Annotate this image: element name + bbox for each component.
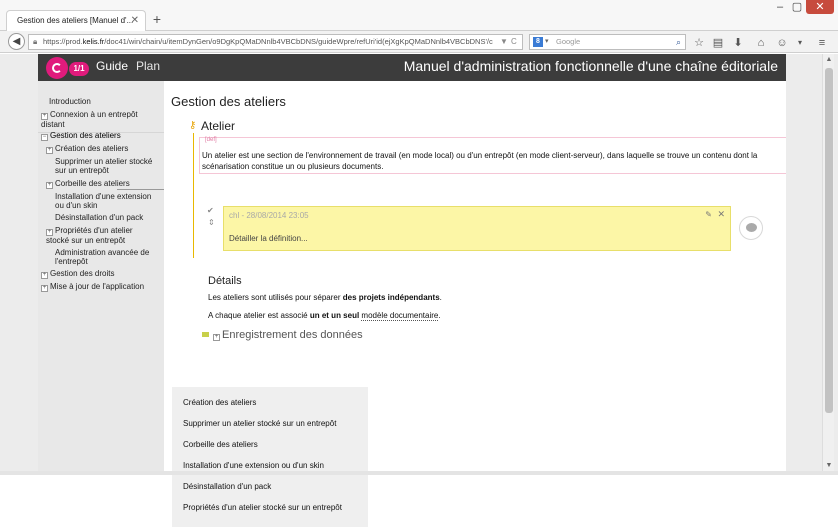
close-icon[interactable]: ✕: [717, 209, 725, 219]
toc-item[interactable]: Corbeille des ateliers: [183, 440, 258, 449]
scroll-down-icon[interactable]: ▼: [825, 462, 833, 469]
pin-icon[interactable]: ⇕: [208, 218, 215, 227]
page-scrollbar[interactable]: [822, 54, 834, 471]
browser-tab-title: Gestion des ateliers [Manuel d'...: [17, 16, 134, 25]
section-title: Enregistrement des données: [222, 329, 363, 341]
details-text: .: [438, 311, 441, 320]
app-header: [38, 54, 786, 81]
comment-icon: [746, 223, 757, 232]
definition-tag: [def]: [205, 137, 217, 143]
browser-tab[interactable]: [6, 10, 146, 31]
sidebar-item-desinstallation[interactable]: [55, 213, 143, 222]
details-bold: un et un seul: [309, 311, 360, 320]
reload-icon[interactable]: C: [511, 37, 517, 46]
menu-icon[interactable]: ≡: [818, 37, 826, 49]
concept-title: Atelier: [201, 119, 236, 133]
url-dropdown-icon[interactable]: ▼: [500, 37, 508, 46]
sidebar: [38, 81, 164, 475]
sidebar-item-label: Mise à jour de l'application: [50, 282, 145, 291]
tab-close-icon[interactable]: ✕: [130, 15, 139, 26]
url-bar[interactable]: [28, 34, 523, 50]
sidebar-item-gestion-droits[interactable]: [41, 269, 114, 279]
modele-documentaire-link[interactable]: modèle documentaire: [361, 311, 439, 320]
sidebar-item-label: Création des ateliers: [55, 144, 129, 153]
section-enregistrement[interactable]: [202, 329, 363, 341]
collapse-icon[interactable]: −: [42, 134, 47, 140]
details-line-2: [208, 311, 441, 320]
sidebar-item-creation-ateliers[interactable]: [46, 144, 128, 154]
toc-item[interactable]: Supprimer un atelier stocké sur un entrepôt: [183, 419, 337, 428]
app-logo[interactable]: [46, 57, 68, 79]
expand-icon[interactable]: +: [42, 113, 47, 119]
note-text: Détailler la définition...: [229, 234, 308, 243]
logo-mark-icon: [52, 63, 62, 73]
back-button[interactable]: [8, 33, 25, 50]
main-content: [164, 81, 786, 512]
details-text: A chaque atelier est associé: [208, 311, 310, 320]
window-bottom-edge: [0, 471, 838, 475]
search-field[interactable]: [529, 34, 686, 50]
toc-item[interactable]: Création des ateliers: [183, 398, 257, 407]
sidebar-item-label: Installation d'une extension ou d'un skin: [55, 192, 152, 210]
sidebar-item-label: Supprimer un atelier stocké sur un entrepôt: [55, 157, 153, 175]
sidebar-item-connexion[interactable]: [41, 110, 151, 129]
check-icon[interactable]: ✔: [207, 206, 214, 215]
sub-toc: [172, 387, 368, 527]
definition-text: Un atelier est une section de l'environnement de travail (en mode local) ou d'un entrepôt (en mode client-serveur), dans laquelle se trouve un contenu dont la scénarisation constitue un ou plusieurs documents.: [202, 151, 758, 171]
details-line-1: [208, 293, 442, 302]
sidebar-item-introduction[interactable]: [49, 97, 91, 106]
window-close-button[interactable]: ✕: [806, 0, 834, 14]
page-viewport: [0, 54, 838, 512]
home-icon[interactable]: ⌂: [757, 37, 765, 49]
tab-guide[interactable]: Guide: [96, 59, 129, 73]
note-meta: chl - 28/08/2014 23:05: [229, 211, 309, 220]
url-prefix: https://prod.: [43, 37, 83, 46]
sidebar-item-label: Gestion des ateliers: [50, 131, 121, 140]
sidebar-item-gestion-ateliers[interactable]: [41, 131, 121, 141]
key-icon: ⚷: [189, 120, 197, 131]
bookmarks-icon[interactable]: ▤: [712, 37, 724, 49]
sidebar-item-administration-avancee[interactable]: [55, 248, 161, 266]
addon-dropdown-icon[interactable]: ▾: [797, 38, 802, 47]
expand-icon[interactable]: +: [42, 285, 47, 291]
scroll-thumb[interactable]: [825, 68, 833, 413]
sidebar-item-label: Gestion des droits: [50, 269, 115, 278]
sidebar-item-label: Administration avancée de l'entrepôt: [55, 248, 150, 266]
search-engine-dropdown-icon[interactable]: ▾: [545, 38, 549, 45]
comment-button[interactable]: [739, 216, 763, 240]
tab-plan[interactable]: Plan: [136, 59, 161, 73]
window-maximize-button[interactable]: ▢: [791, 1, 803, 13]
sidebar-item-label: Désinstallation d'un pack: [55, 213, 144, 222]
sidebar-item-mise-a-jour[interactable]: [41, 282, 144, 292]
new-tab-button[interactable]: +: [152, 11, 162, 27]
sidebar-item-label: Propriétés d'un atelier stocké sur un entrepôt: [46, 226, 133, 245]
toc-item[interactable]: Propriétés d'un atelier stocké sur un entrepôt: [183, 503, 342, 512]
download-icon[interactable]: ⬇: [733, 37, 743, 49]
url-host: kelis.fr: [82, 37, 105, 46]
window-minimize-button[interactable]: ‒: [776, 1, 784, 13]
sidebar-item-label: Connexion à un entrepôt distant: [41, 110, 138, 129]
search-placeholder: Google: [556, 37, 581, 46]
toc-item[interactable]: Installation d'une extension ou d'un skin: [183, 461, 324, 470]
page-title: Gestion des ateliers: [171, 94, 286, 109]
toc-item[interactable]: Désinstallation d'un pack: [183, 482, 272, 491]
annotation-note: [223, 206, 731, 251]
sidebar-item-installation-extension[interactable]: [55, 192, 160, 210]
browser-navbar: [0, 31, 838, 53]
app-frame: [38, 54, 786, 512]
details-text: Les ateliers sont utilisés pour séparer: [208, 293, 343, 302]
edit-icon[interactable]: ✎: [705, 210, 712, 219]
search-engine-icon[interactable]: 8: [533, 37, 543, 47]
expand-icon[interactable]: +: [47, 182, 52, 188]
sidebar-item-label: Introduction: [49, 97, 91, 106]
addon-icon[interactable]: ☺: [776, 37, 788, 49]
document-title: Manuel d'administration fonctionnelle d'une chaîne éditoriale: [403, 58, 778, 74]
sidebar-item-supprimer-atelier[interactable]: [55, 157, 163, 175]
details-title: Détails: [208, 275, 242, 287]
details-text: .: [439, 293, 442, 302]
sidebar-item-corbeille[interactable]: [46, 179, 130, 189]
expand-icon[interactable]: +: [42, 272, 47, 278]
lock-icon: 🔒︎: [33, 37, 38, 46]
concept-guide-line: [193, 133, 194, 258]
active-item-connector: [117, 189, 164, 190]
back-arrow-icon: ◀: [12, 36, 21, 47]
expand-icon[interactable]: +: [47, 147, 52, 153]
star-icon[interactable]: ☆: [694, 37, 704, 49]
folder-icon: [202, 332, 209, 337]
url-path: /doc41/win/chain/u/itemDynGen/o9DgKpQMaDNnlb4VBCbDNS/guideWpre/refUri'id(ejXgKpQMaDNnlb4VBCbDNS'/c: [104, 37, 493, 46]
details-bold: des projets indépendants: [342, 293, 440, 302]
expand-icon[interactable]: +: [214, 334, 219, 340]
sidebar-item-proprietes[interactable]: [46, 226, 146, 245]
browser-titlebar: [0, 0, 838, 31]
scroll-up-icon[interactable]: ▲: [825, 56, 833, 63]
page-counter-badge: 1/1: [69, 62, 89, 76]
search-icon[interactable]: ⌕: [675, 37, 681, 47]
sidebar-item-label: Corbeille des ateliers: [55, 179, 130, 188]
expand-icon[interactable]: +: [47, 229, 52, 235]
